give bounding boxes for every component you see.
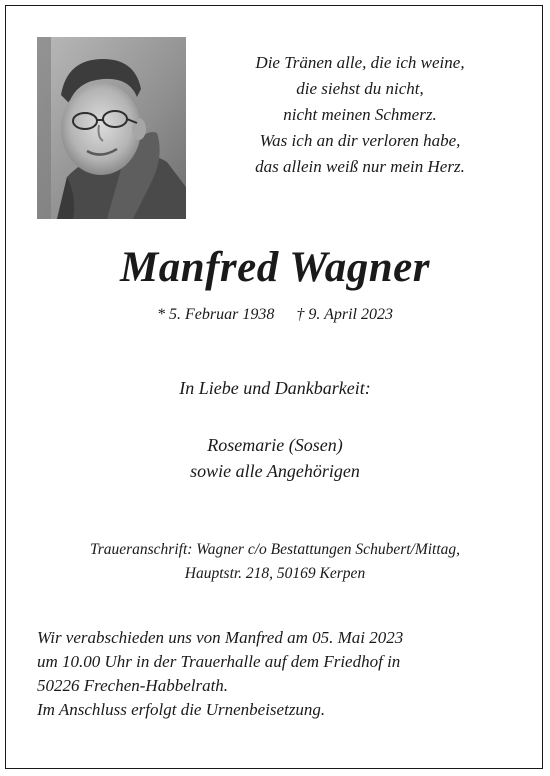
funeral-line: um 10.00 Uhr in der Trauerhalle auf dem Friedhof in: [37, 652, 401, 671]
address-line: Traueranschrift: Wagner c/o Bestattungen Schubert/Mittag,: [89, 541, 461, 558]
poem: [200, 50, 520, 180]
poem-line: nicht meinen Schmerz.: [283, 105, 437, 124]
mourning-address: [0, 538, 550, 586]
funeral-details: [37, 626, 527, 722]
thanks-line: In Liebe und Dankbarkeit:: [179, 378, 371, 398]
poem-line: Die Tränen alle, die ich weine,: [255, 53, 465, 72]
poem-line: das allein weiß nur mein Herz.: [255, 157, 465, 176]
death-date: † 9. April 2023: [296, 306, 393, 323]
poem-line: die siehst du nicht,: [296, 79, 424, 98]
mourner-line: Rosemarie (Sosen): [207, 435, 343, 455]
birth-date: * 5. Februar 1938: [157, 306, 275, 323]
funeral-line: Im Anschluss erfolgt die Urnenbeisetzung.: [37, 700, 326, 719]
funeral-line: 50226 Frechen-Habbelrath.: [37, 676, 229, 695]
life-dates: [0, 303, 550, 327]
portrait-photo: [37, 37, 186, 219]
deceased-name: Manfred Wagner: [119, 244, 431, 291]
mourners: [0, 432, 550, 484]
address-line: Hauptstr. 218, 50169 Kerpen: [184, 565, 366, 582]
mourner-line: sowie alle Angehörigen: [190, 461, 360, 481]
poem-line: Was ich an dir verloren habe,: [259, 131, 461, 150]
funeral-line: Wir verabschieden uns von Manfred am 05. Mai 2023: [37, 628, 404, 647]
